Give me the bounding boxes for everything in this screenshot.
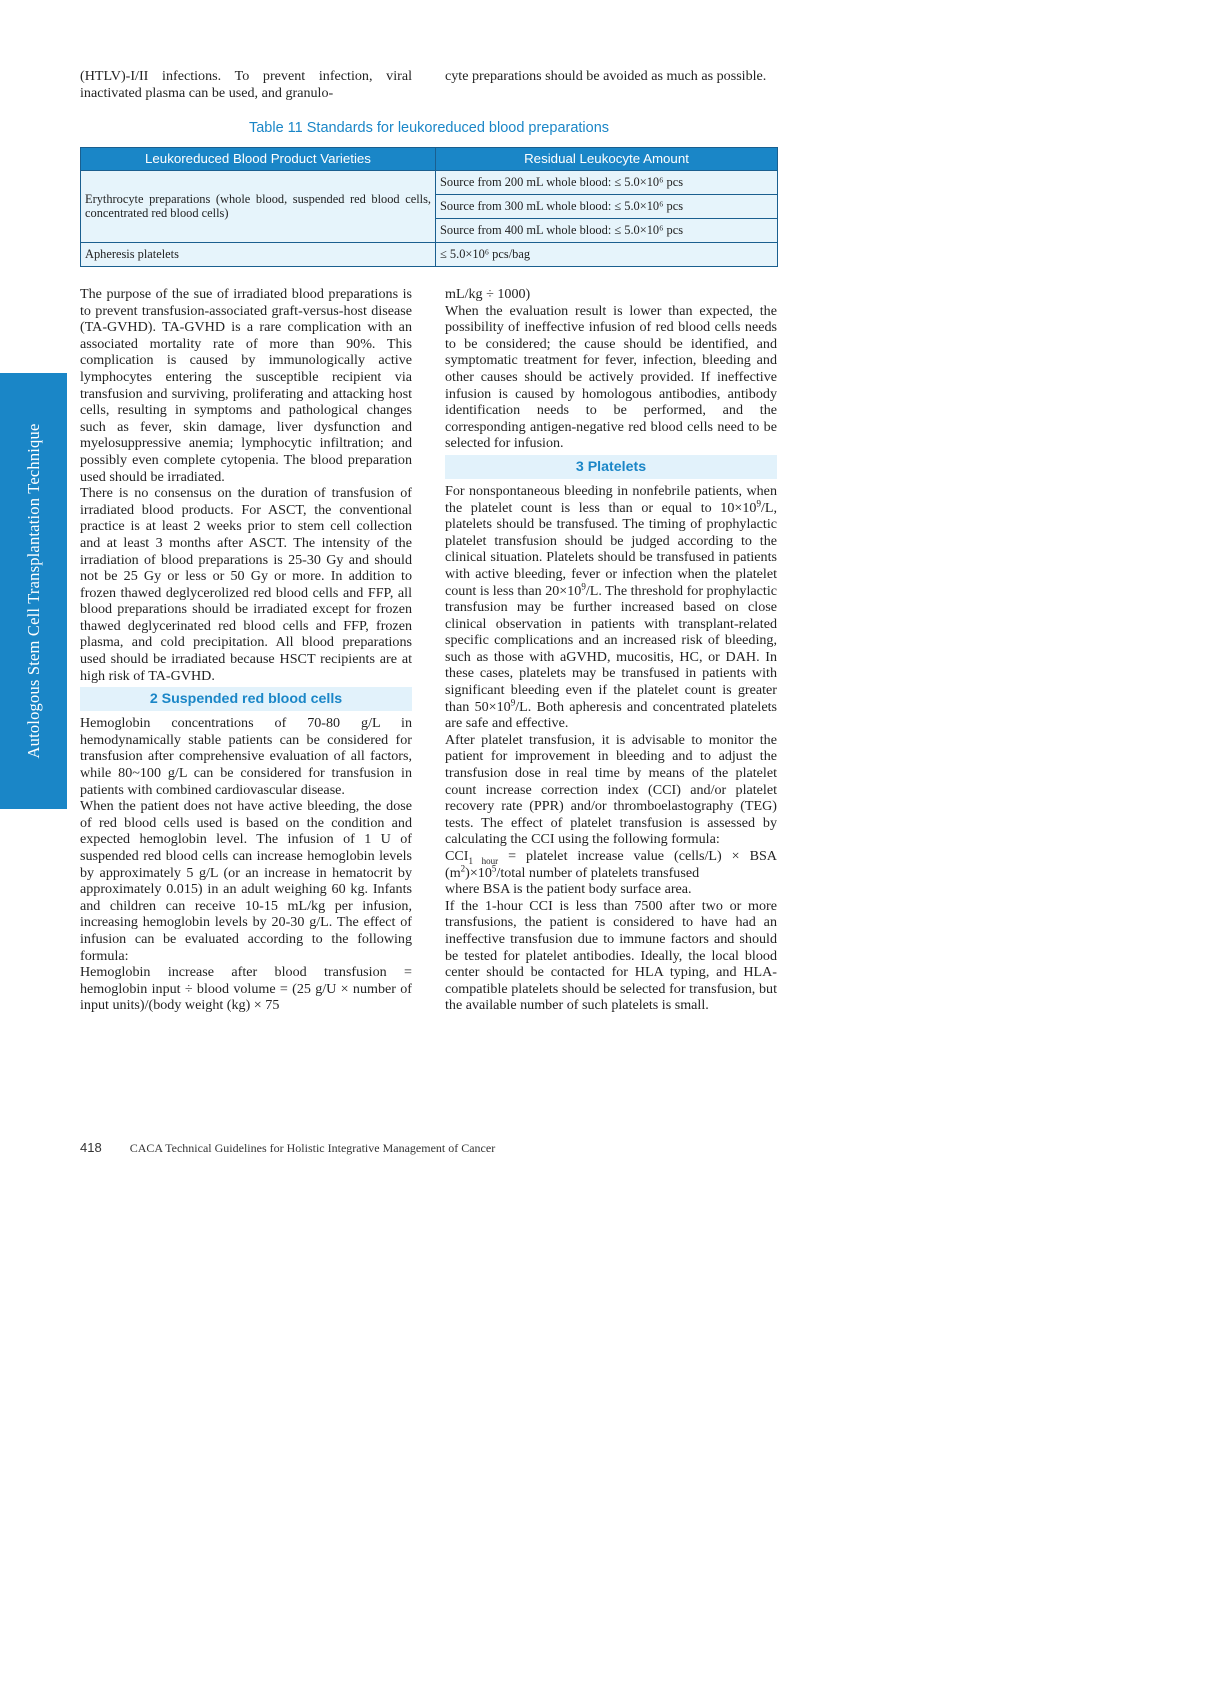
paragraph xyxy=(445,483,777,732)
paragraph: When the patient does not have active bleeding, the dose of red blood cells used is based on the condition and expected hemoglobin level. The infusion of 1 U of suspended red blood cells can increase hemoglobin levels by approximately 5 g/L (or an increase in hematocrit by approximately 0.015) in an adult weighing 60 kg. Infants and children can receive 10-15 mL/kg per infusion, increasing hemoglobin levels by 20-30 g/L. The effect of infusion can be evaluated according to the following formula: xyxy=(80,798,412,964)
page-number: 418 xyxy=(80,1140,102,1155)
right-column xyxy=(445,286,777,1014)
paragraph: mL/kg ÷ 1000) xyxy=(445,286,531,302)
table-header-residual: Residual Leukocyte Amount xyxy=(436,148,778,171)
section-heading-platelets: 3 Platelets xyxy=(445,455,777,479)
table-header-row xyxy=(81,148,778,171)
paragraph: Hemoglobin increase after blood transfusion = hemoglobin input ÷ blood volume = (25 g/U × number of input units)/(body weight (kg) × 75 xyxy=(80,964,412,1014)
side-tab-label: Autologous Stem Cell Transplantation Technique xyxy=(23,423,43,759)
intro-right-text xyxy=(445,68,777,85)
table-cell: Source from 200 mL whole blood: ≤ 5.0×10⁶ pcs xyxy=(436,171,778,195)
table-title: Table 11 Standards for leukoreduced blood preparations xyxy=(248,120,610,136)
erythrocyte-label-cell: Erythrocyte preparations (whole blood, suspended red blood cells, concentrated red blood cells) xyxy=(81,171,436,243)
superscript: 9 xyxy=(581,580,586,591)
table-cell: Source from 300 mL whole blood: ≤ 5.0×10⁶ pcs xyxy=(436,195,778,219)
intro-left-paragraph: (HTLV)-I/II infections. To prevent infection, viral inactivated plasma can be used, and granulo- xyxy=(80,68,412,101)
intro-right-paragraph: cyte preparations should be avoided as much as possible. xyxy=(445,68,767,84)
text-run: CCI xyxy=(445,848,469,864)
superscript: 9 xyxy=(756,497,761,508)
text-run: /L, platelets should be transfused. The timing of prophylactic platelet transfusion should be judged according to the clinical situation. Platelets should be transfused in patients with active bleeding, fever or infection when the platelet count is less than 20×10 xyxy=(445,499,777,599)
running-title: CACA Technical Guidelines for Holistic Integrative Management of Cancer xyxy=(129,1141,496,1155)
table-cell: Source from 400 mL whole blood: ≤ 5.0×10⁶ pcs xyxy=(436,219,778,243)
intro-left-text xyxy=(80,68,412,101)
page-footer xyxy=(80,1140,495,1156)
table-header-varieties: Leukoreduced Blood Product Varieties xyxy=(81,148,436,171)
table-cell: ≤ 5.0×10⁶ pcs/bag xyxy=(436,243,778,267)
subscript: 1 hour xyxy=(468,855,499,866)
apheresis-label-cell: Apheresis platelets xyxy=(81,243,436,267)
side-section-tab xyxy=(0,373,67,809)
paragraph: After platelet transfusion, it is advisable to monitor the patient for improvement in bleeding and to adjust the transfusion dose in real time by means of the platelet count increase correction index (CCI) and/or platelet recovery rate (PPR) and/or thromboelastography (TEG) tests. The effect of platelet transfusion is assessed by calculating the CCI using the following formula: xyxy=(445,731,777,848)
paragraph: There is no consensus on the duration of transfusion of irradiated blood products. For ASCT, the conventional practice is at least 2 weeks prior to stem cell collection and at least 3 months after ASCT. The intensity of the irradiation of blood preparations is 25-30 Gy and should not be 25 Gy or less or 50 Gy or more. In addition to frozen thawed deglycerolized red blood cells and FFP, all blood preparations should be irradiated except for frozen thawed deglycerinated red blood cells and FFP, frozen plasma, and cold precipitation. All blood preparations used should be irradiated because HSCT recipients are at high risk of TA-GVHD. xyxy=(80,485,412,684)
paragraph: When the evaluation result is lower than expected, the possibility of ineffective infusion of red blood cells needs to be considered; the cause should be identified, and symptomatic treatment for fever, infection, bleeding and other causes should be actively provided. If ineffective infusion is caused by homologous antibodies, antibody identification needs to be performed, and the corresponding antigen-negative red blood cells need to be selected for infusion. xyxy=(445,302,777,452)
text-run: )×10 xyxy=(465,864,492,881)
paragraph: If the 1-hour CCI is less than 7500 after two or more transfusions, the patient is considered to have had an ineffective transfusion due to immune factors and should be tested for platelet antibodies. Ideally, the local blood center should be contacted for HLA typing, and HLA-compatible platelets should be selected for transfusion, but the available number of such platelets is small. xyxy=(445,897,777,1014)
table-row xyxy=(81,171,778,195)
paragraph: Hemoglobin concentrations of 70-80 g/L in hemodynamically stable patients can be considered for transfusion after comprehensive evaluation of all factors, while 80~100 g/L can be considered for transfusion in patients with combined cardiovascular disease. xyxy=(80,715,412,798)
text-run: = platelet increase value (cells/L) × BSA (m xyxy=(445,848,777,881)
text-run: /L. Both apheresis and concentrated platelets are safe and effective. xyxy=(445,698,777,732)
text-run: /L. The threshold for prophylactic transfusion may be further increased based on close clinical observation in patients with transplant-related specific complications and an increased risk of bleeding, such as those with aGVHD, mucositis, HC, or DAH. In these cases, platelets may be transfused in patients with significant bleeding even if the platelet count is greater than 50×10 xyxy=(445,582,777,715)
table-row xyxy=(81,243,778,267)
superscript: 2 xyxy=(460,862,466,873)
paragraph: where BSA is the patient body surface area. xyxy=(445,881,692,898)
section-heading-red-blood-cells: 2 Suspended red blood cells xyxy=(80,687,412,711)
superscript: 5 xyxy=(491,862,497,873)
text-run: /total number of platelets transfused xyxy=(496,864,700,881)
superscript: 9 xyxy=(510,696,516,707)
left-column xyxy=(80,286,412,1014)
paragraph: The purpose of the sue of irradiated blood preparations is to prevent transfusion-associated graft-versus-host disease (TA-GVHD). TA-GVHD is a rare complication with an associated mortality rate of more than 90%. This complication is caused by immunologically active lymphocytes entering the susceptible recipient via transfusion and surviving, proliferating and attacking host cells, resulting in symptoms and pathological changes such as fever, skin damage, liver dysfunction and myelosuppressive anemia; lymphocytic infiltration; and possibly even complete cytopenia. The blood preparation used should be irradiated. xyxy=(80,286,412,485)
text-run: For nonspontaneous bleeding in nonfebrile patients, when the platelet count is less than or equal to 10×10 xyxy=(445,482,777,516)
formula xyxy=(445,848,777,881)
leukoreduced-table xyxy=(80,147,778,267)
